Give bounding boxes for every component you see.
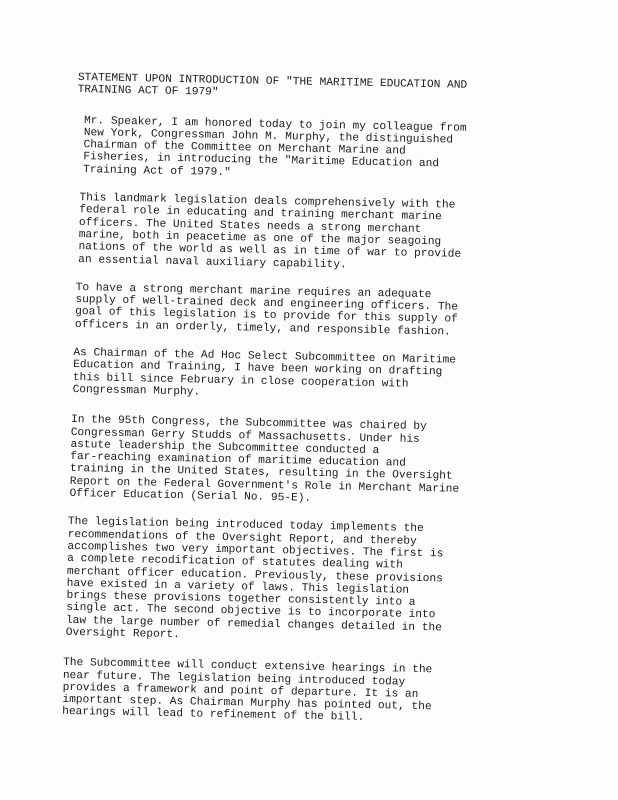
paragraph-95th-congress: In the 95th Congress, the Subcommittee was chaired by Congressman Gerry Studds of Massachusetts. Under his astute leadership the Subcommittee conducted a far-reaching examination of maritime education and training in the United States, resulting in the Oversight Report on the Federal Government's Role in Merchant Marine Officer Education (Serial No. 95-E). [69,414,460,505]
paragraph-subcommittee-chairman: As Chairman of the Ad Hoc Select Subcommittee on Maritime Education and Training, I have been working on drafting this bill since February in close cooperation with Congressman Murphy. [72,347,457,399]
statement-document [62,72,508,743]
document-title: STATEMENT UPON INTRODUCTION OF "THE MARITIME EDUCATION AND TRAINING ACT OF 1979" [77,72,468,100]
paragraph-landmark-legislation: This landmark legislation deals comprehensively with the federal role in educating and training merchant marine officers. The United States needs a strong merchant marine, both in peacetime as one of the major seagoing nations of the world as well as in time of war to provide an essential naval auxiliary capability. [78,192,462,271]
paragraph-hearings: The Subcommittee will conduct extensive hearings in the near future. The legislation being introduced today provides a framework and point of departure. It is an important step. As Chairman Murphy has pointed out, the hearings will lead to refinement of the bill. [62,657,433,725]
paragraph-objectives: The legislation being introduced today implements the recommendations of the Oversight Report, and thereby accomplishes two very important objectives. The first is a complete recodification of statutes dealing with merchant officer education. Previously, these provisions have existed in a variety of laws. This legislation brings these provisions together consistently into a single act. The second objective is to incorporate into law the large number of remedial changes detailed in the Oversight Report. [65,516,444,642]
paragraph-strong-merchant-marine: To have a strong merchant marine requires an adequate supply of well-trained deck and engineering officers. The goal of this legislation is to provide for this supply of officers in an orderly, timely, and responsible fashion. [74,281,459,339]
paragraph-introduction: Mr. Speaker, I am honored today to join my colleague from New York, Congressman John M. Murphy, the distinguished Chairman of the Committee on Merchant Marine and Fisheries, in introducing the "Maritime Education and Training Act of 1979." [82,114,467,179]
